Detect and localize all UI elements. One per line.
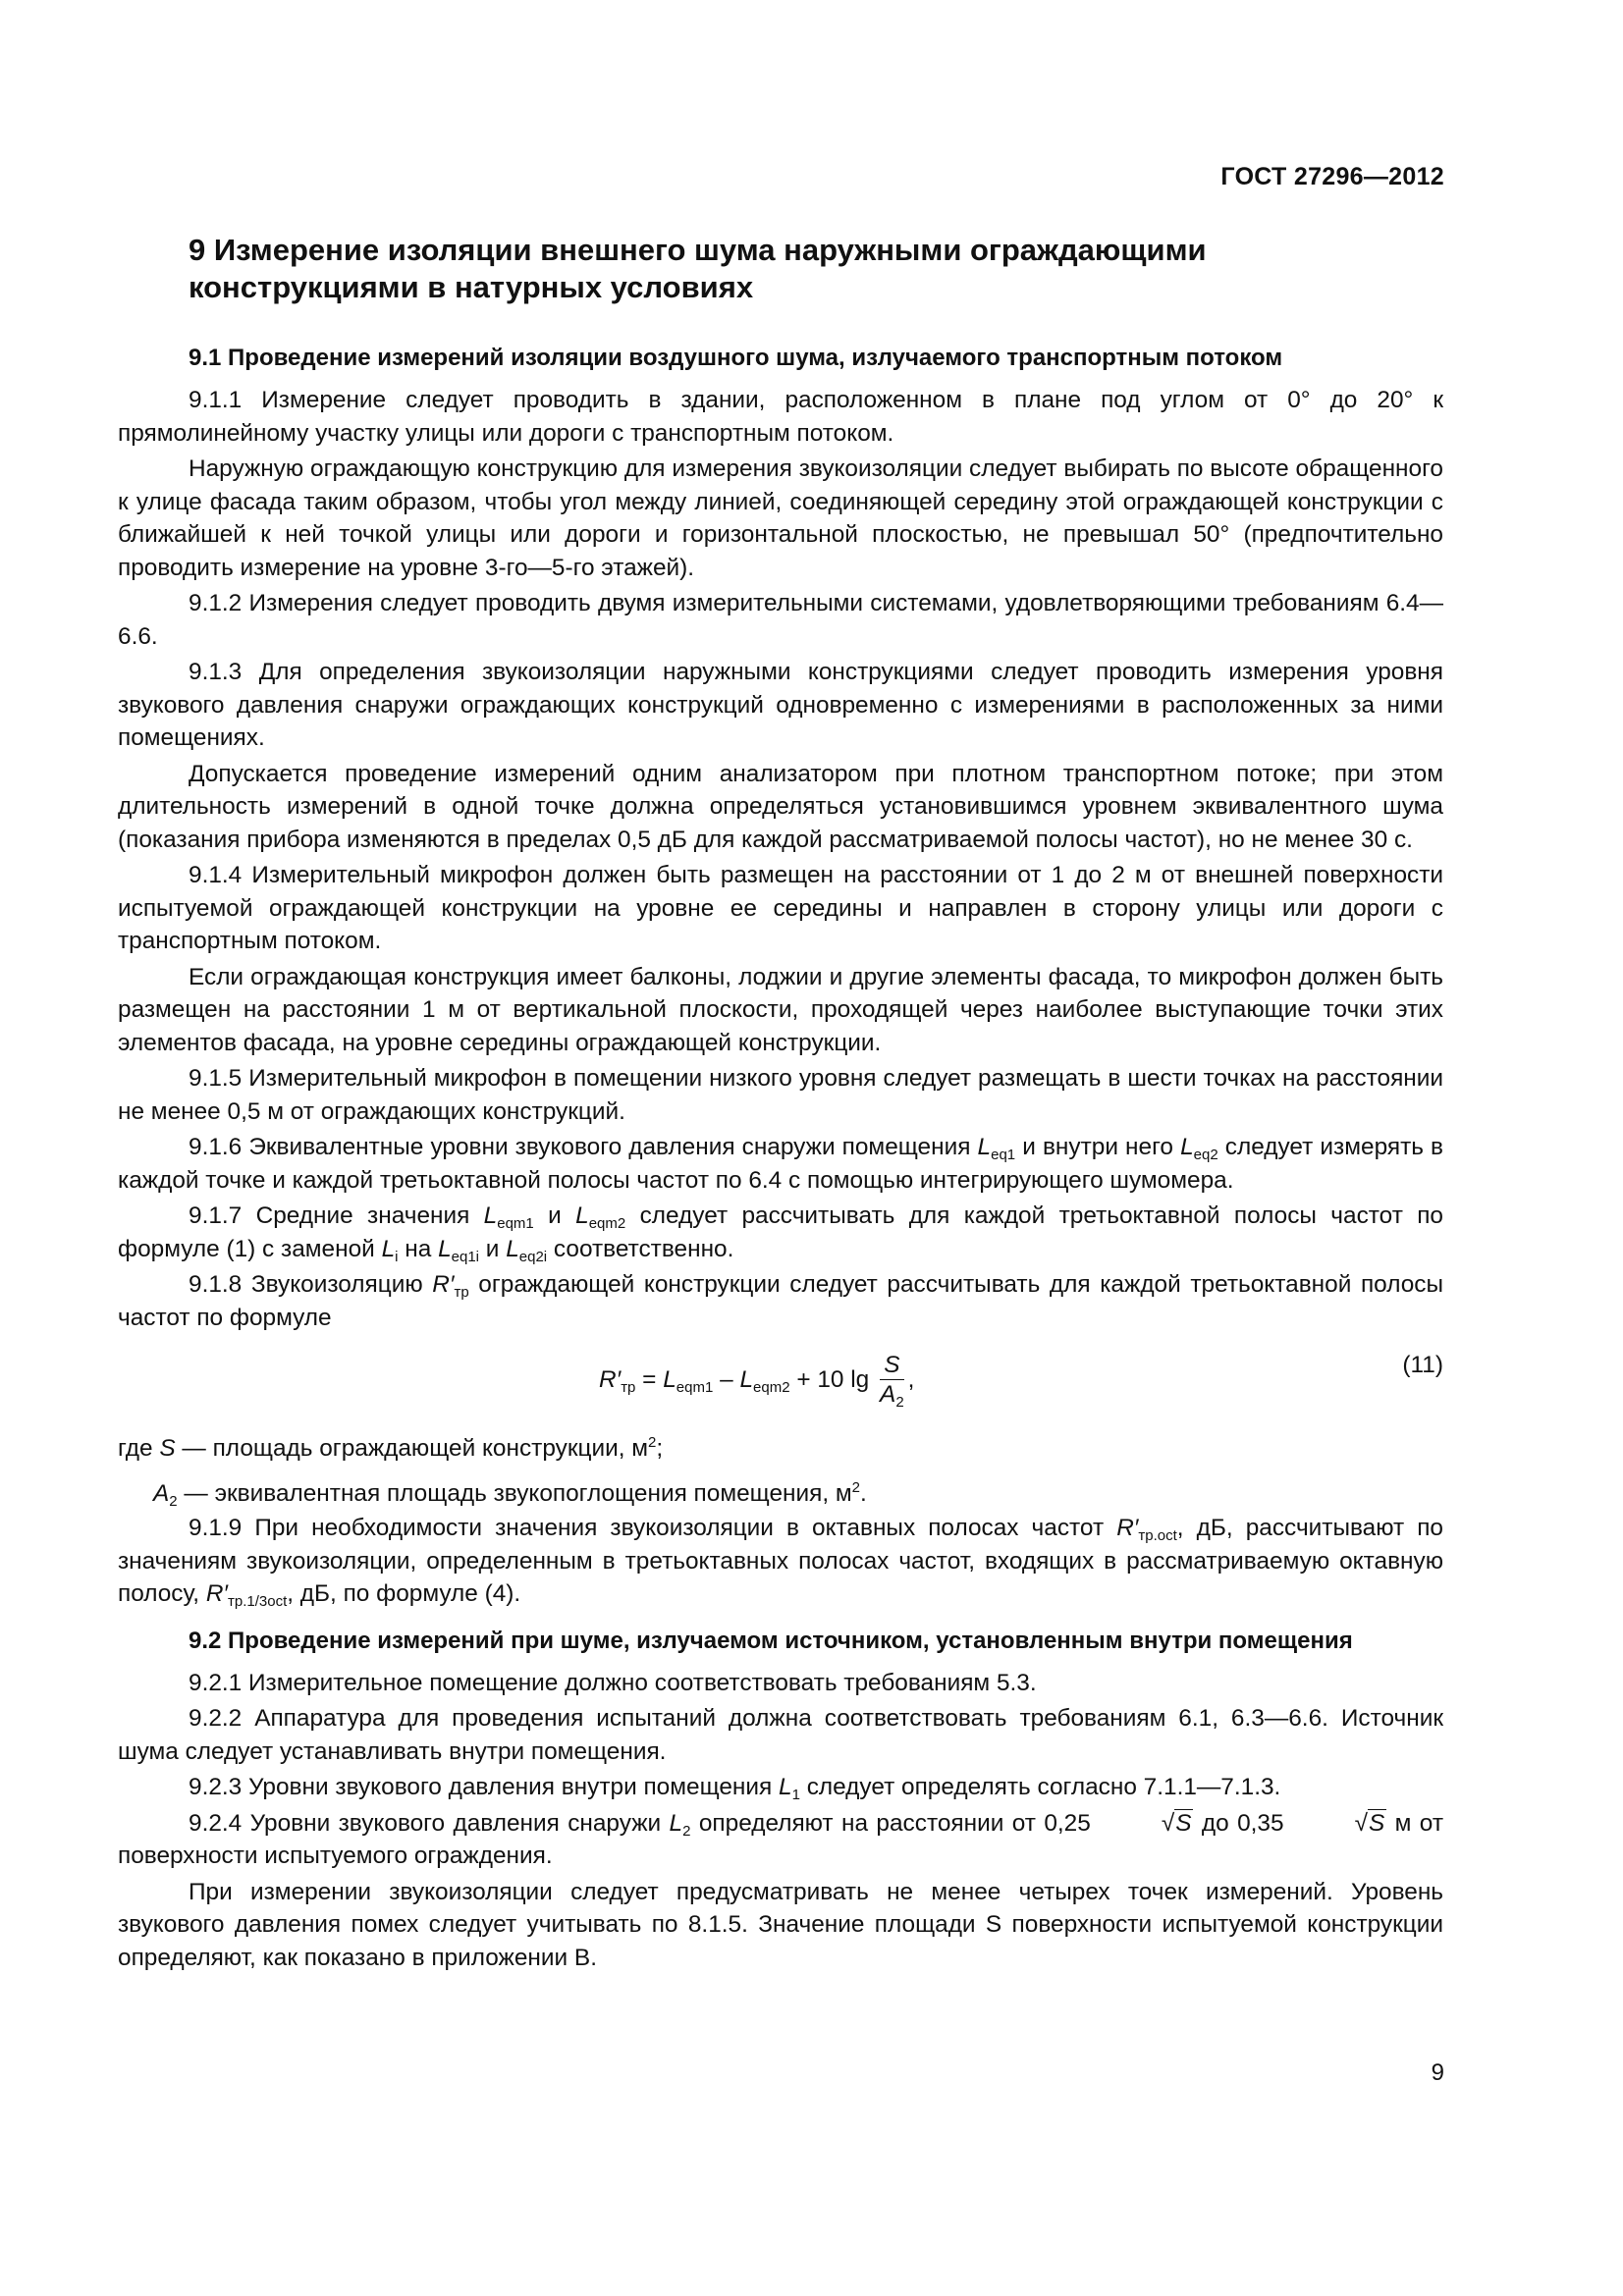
paragraph-9-1-3: 9.1.3 Для определения звукоизоляции наружными конструкциями следует проводить измерения уровня звукового давления снаружи ограждающих конструкций одновременно с измерениями в расположенных за ними помещениях.: [118, 659, 1443, 751]
section-title: [189, 232, 1443, 306]
section-title-line1: 9 Измерение изоляции внешнего шума наружными ограждающими: [189, 233, 1207, 267]
formula-number: (11): [1402, 1352, 1443, 1378]
paragraph-9-1-8: 9.1.8 Звукоизоляцию $R'_{тр}$ ограждающей конструкции следует рассчитывать для каждой третьоктавной полосы частот по формуле: [118, 1271, 1443, 1331]
paragraph-9-1-4: 9.1.4 Измерительный микрофон должен быть размещен на расстоянии от 1 до 2 м от внешней поверхности испытуемой ограждающей конструкции на уровне ее середины и направлен в сторону улицы или дороги с транспортным потоком.: [118, 862, 1443, 954]
paragraph-9-2-4-cont: При измерении звукоизоляции следует предусматривать не менее четырех точек измерений. Уровень звукового давления помех следует учитывать по 8.1.5. Значение площади S поверхности испытуемой конструкции определяют, как показано в приложении В.: [118, 1878, 1443, 1971]
where-s-definition: где S — площадь ограждающей конструкции, $м^2$;: [118, 1434, 664, 1462]
paragraph-9-1-7: 9.1.7 Средние значения $L_{eqm1}$ и $L_{eqm2}$ следует рассчитывать для каждой третьоктавной полосы частот по формуле (1) с заменой $L_i$ на $L_{eq1i}$ и $L_{eq2i}$ соответственно.: [118, 1202, 1443, 1265]
page-content: [118, 232, 1443, 1977]
paragraph-9-1-5: 9.1.5 Измерительный микрофон в помещении низкого уровня следует размещать в шести точках на расстоянии не менее 0,5 м от ограждающих конструкций.: [118, 1065, 1443, 1125]
document-code: ГОСТ 27296—2012: [1220, 163, 1444, 190]
paragraph-9-1-6: 9.1.6 Эквивалентные уровни звукового давления снаружи помещения $L_{eq1}$ и внутри него $L_{eq2}$ следует измерять в каждой точке и каждой третьоктавной полосы частот по 6.4 с помощью интегрирующего шумомера.: [118, 1134, 1443, 1194]
paragraph-9-2-2: 9.2.2 Аппаратура для проведения испытаний должна соответствовать требованиям 6.1, 6.3—6.6. Источник шума следует устанавливать внутри помещения.: [118, 1705, 1443, 1765]
where-a2-definition: $A_2$ — эквивалентная площадь звукопоглощения помещения, $м^2$.: [153, 1478, 867, 1510]
page-number: 9: [1431, 2059, 1444, 2086]
paragraph-9-2-1: 9.2.1 Измерительное помещение должно соответствовать требованиям 5.3.: [189, 1669, 1037, 1696]
paragraph-9-1-4-cont: Если ограждающая конструкция имеет балконы, лоджии и другие элементы фасада, то микрофон должен быть размещен на расстоянии 1 м от вертикальной плоскости, проходящей через наиболее выступающие точки этих элементов фасада, на уровне середины ограждающей конструкции.: [118, 963, 1443, 1056]
paragraph-9-1-1-cont: Наружную ограждающую конструкцию для измерения звукоизоляции следует выбирать по высоте обращенного к улице фасада таким образом, чтобы угол между линией, соединяющей середину этой ограждающей конструкции с ближайшей к ней точкой улицы или дороги и горизонтальной плоскостью, не превышал 50° (предпочтительно проводить измерение на уровне 3-го—5-го этажей).: [118, 455, 1443, 581]
formula-fraction: $\frac{S}{A_2}$: [880, 1352, 904, 1411]
paragraph-9-1-9: 9.1.9 При необходимости значения звукоизоляции в октавных полосах частот $R'_{тр.oct}$, дБ, рассчитывают по значениям звукоизоляции, определенным в третьоктавных полосах частот, входящих в рассматриваемую октавную полосу, $R'_{тр.1/3oct}$, дБ, по формуле (4).: [118, 1515, 1443, 1610]
paragraph-9-1-3-cont: Допускается проведение измерений одним анализатором при плотном транспортном потоке; при этом длительность измерений в одной точке должна определяться установившимся уровнем эквивалентного шума (показания прибора изменяются в пределах 0,5 дБ для каждой рассматриваемой полосы частот), но не менее 30 с.: [118, 760, 1443, 853]
subsection-9-1-title: 9.1 Проведение измерений изоляции воздушного шума, излучаемого транспортным потоком: [189, 345, 1283, 371]
formula-expression: $R'_{тр} = L_{eqm1} - L_{eqm2} + 10$ lg $\frac{S}{A_2}$ ,: [599, 1352, 915, 1411]
paragraph-9-2-3: 9.2.3 Уровни звукового давления внутри помещения $L_1$ следует определять согласно 7.1.1—7.1.3.: [189, 1774, 1281, 1803]
paragraph-9-1-2: 9.1.2 Измерения следует проводить двумя измерительными системами, удовлетворяющими требованиям 6.4—6.6.: [118, 590, 1443, 650]
subsection-9-2-title: 9.2 Проведение измерений при шуме, излучаемом источником, установленным внутри помещения: [189, 1627, 1353, 1654]
sqrt-s: √S: [1354, 1809, 1385, 1837]
paragraph-9-1-1: 9.1.1 Измерение следует проводить в здании, расположенном в плане под углом от 0° до 20° к прямолинейному участку улицы или дороги с транспортным потоком.: [118, 387, 1443, 447]
section-title-line2: конструкциями в натурных условиях: [189, 270, 754, 304]
paragraph-9-2-4: 9.2.4 Уровни звукового давления снаружи $L_2$ определяют на расстоянии от 0,25 √S до 0,35 √S м от поверхности испытуемого ограждения.: [118, 1807, 1443, 1873]
formula-11: [118, 1344, 1443, 1420]
sqrt-s: √S: [1161, 1809, 1192, 1837]
